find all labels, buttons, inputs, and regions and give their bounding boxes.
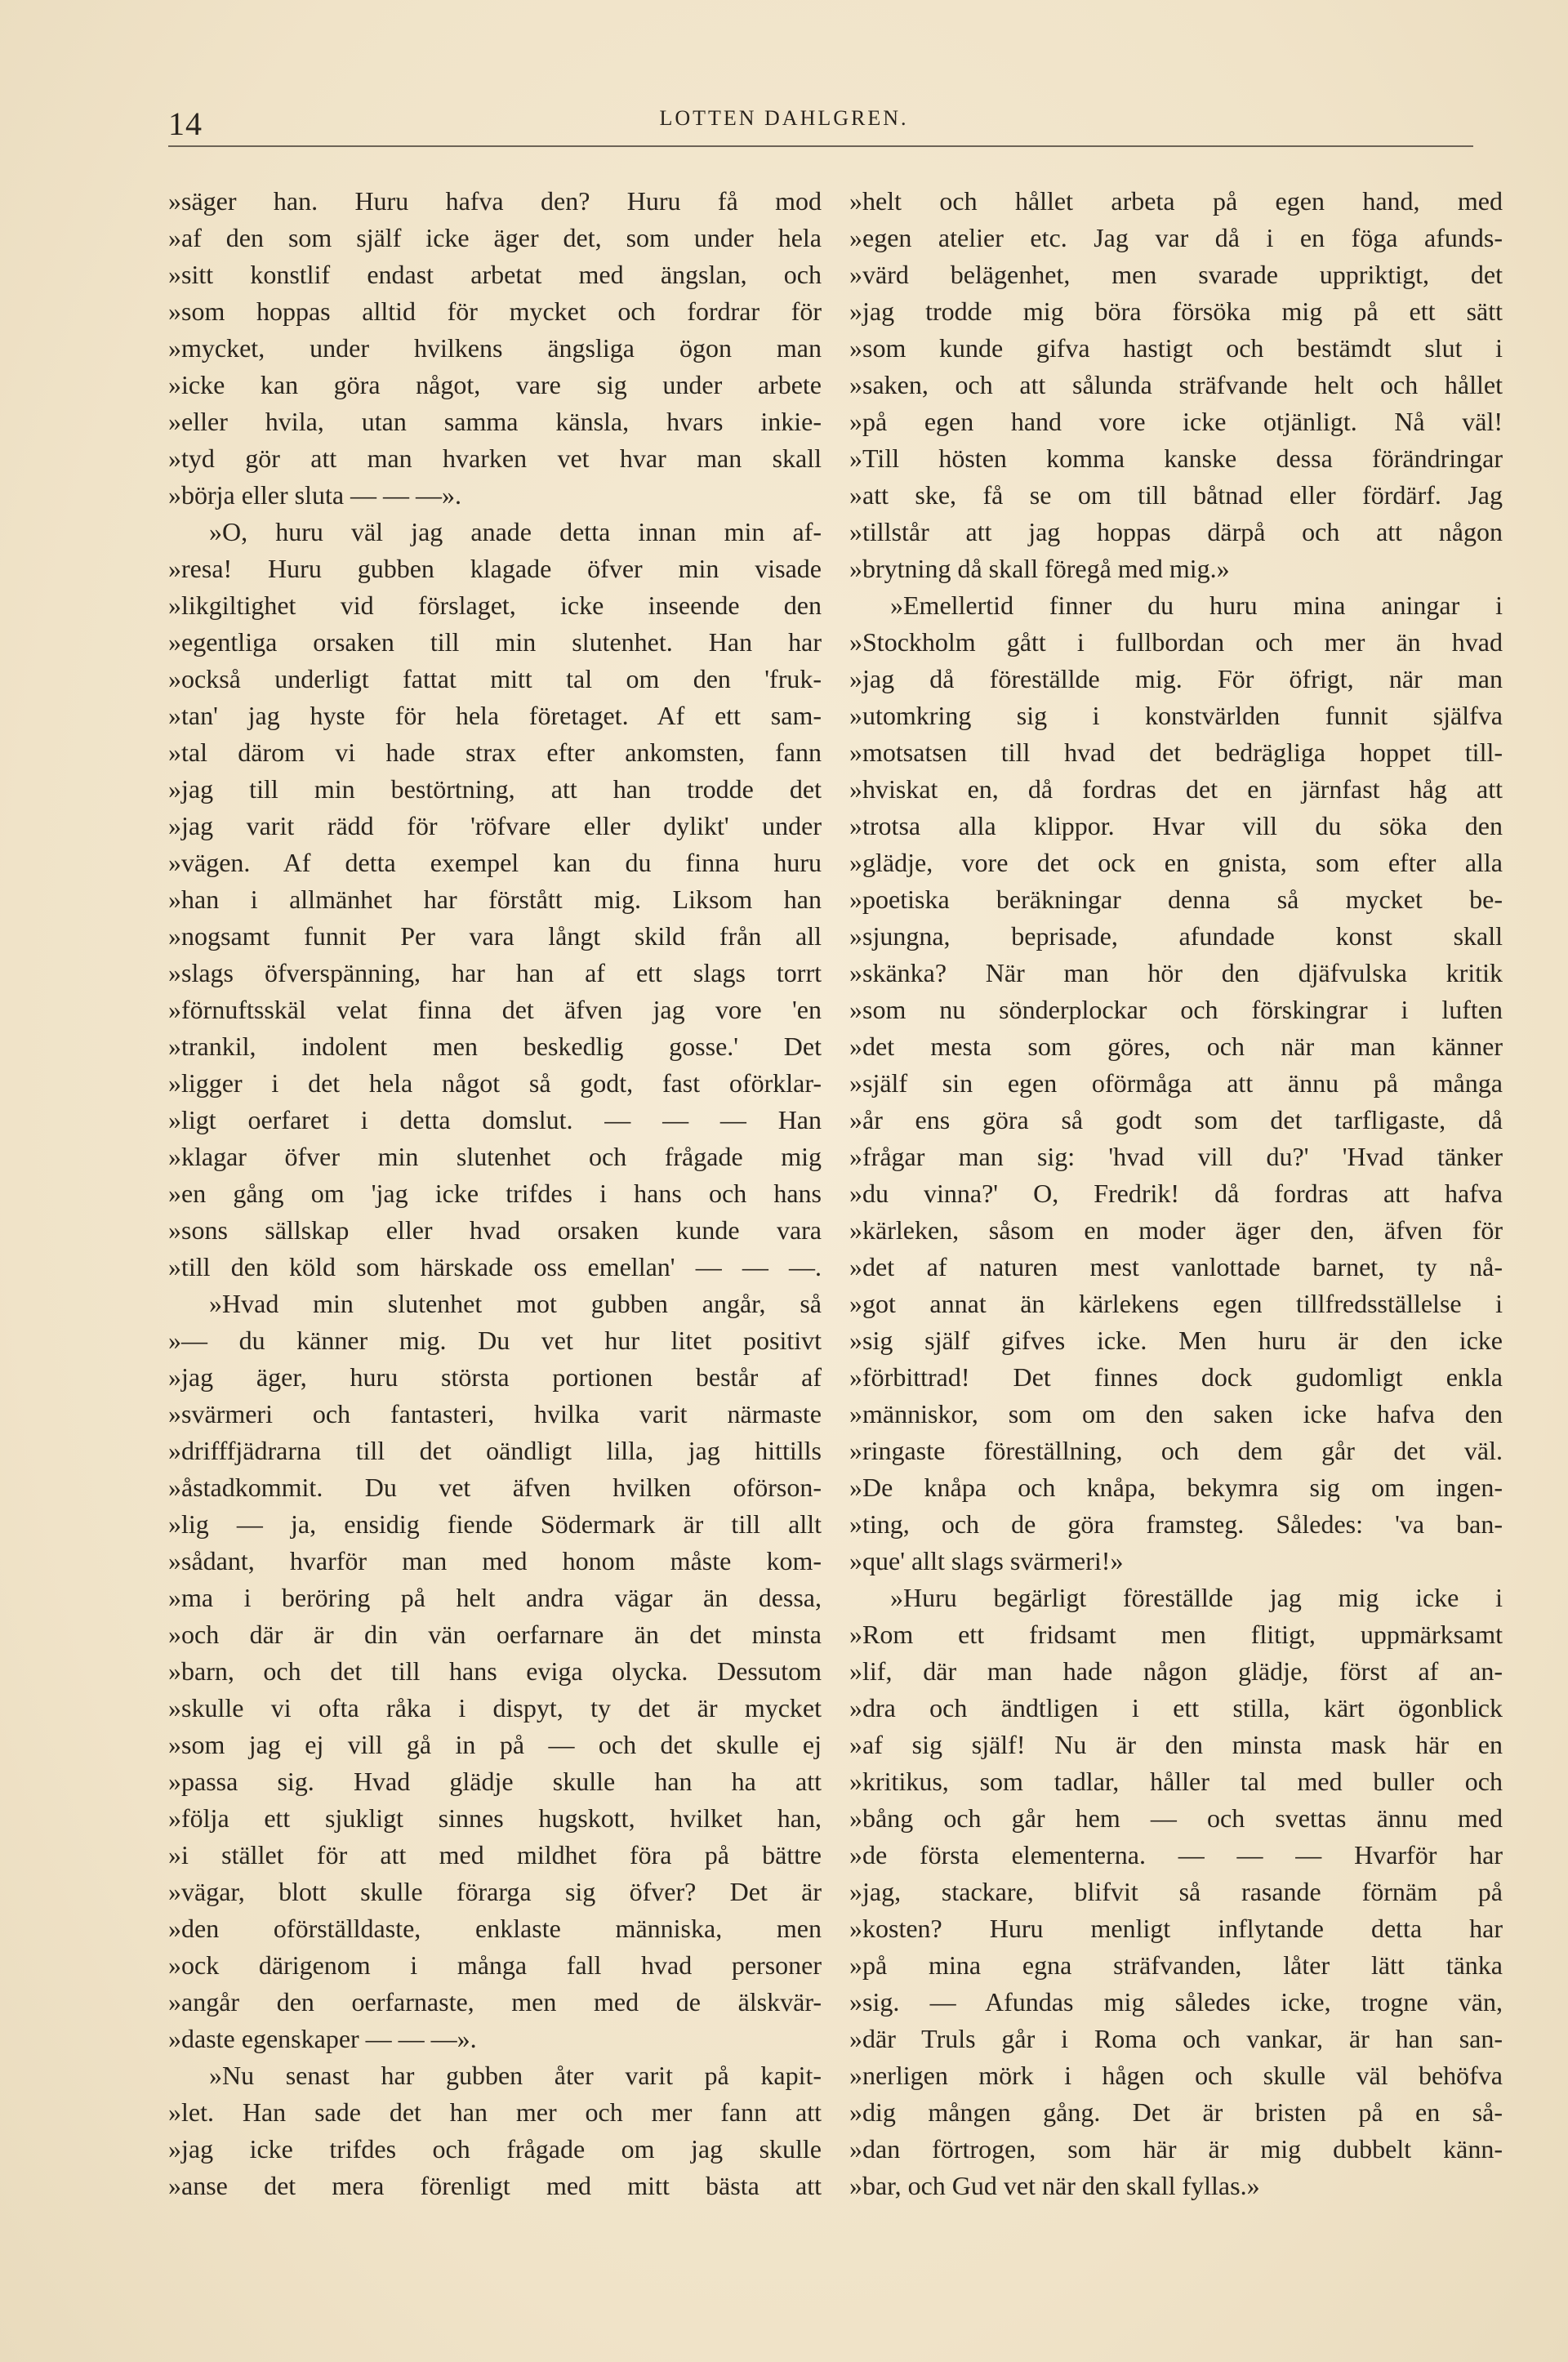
text-line: »sjungna, beprisade, afundade konst skall (849, 921, 1503, 951)
text-line: »anse det mera förenligt med mitt bästa att (168, 2171, 822, 2200)
text-line: »jag då föreställde mig. För öfrigt, när man (849, 664, 1503, 693)
text-line: »han i allmänhet har förstått mig. Liksom han (168, 885, 822, 914)
text-line: »på egen hand vore icke otjänligt. Nå väl! (849, 407, 1503, 436)
text-line: »poetiska beräkningar denna så mycket be- (849, 885, 1503, 914)
text-line: »jag äger, huru största portionen består af (168, 1362, 822, 1392)
text-line: »kosten? Huru menligt inflytande detta har (849, 1914, 1503, 1943)
text-line: »Emellertid finner du huru mina aningar i (890, 590, 1503, 620)
text-line: »passa sig. Hvad glädje skulle han ha att (168, 1767, 822, 1796)
running-title: LOTTEN DAHLGREN. (659, 106, 909, 130)
text-line: »tan' jag hyste för hela företaget. Af ett sam- (168, 701, 822, 730)
text-line: »barn, och det till hans eviga olycka. Dessutom (168, 1656, 822, 1686)
text-line: »jag, stackare, blifvit så rasande förnäm på (849, 1877, 1503, 1906)
text-line: »af sig själf! Nu är den minsta mask här en (849, 1730, 1503, 1759)
text-line: »motsatsen till hvad det bedrägliga hoppet till- (849, 738, 1503, 767)
text-line: »där Truls går i Roma och vankar, är han san- (849, 2024, 1503, 2053)
text-line: »också underligt fattat mitt tal om den 'fruk- (168, 664, 822, 693)
text-line: »i stället för att med mildhet föra på bättre (168, 1840, 822, 1870)
text-line: »förbittrad! Det finnes dock gudomligt enkla (849, 1362, 1503, 1392)
text-line: »som jag ej vill gå in på — och det skulle ej (168, 1730, 822, 1759)
text-line: »en gång om 'jag icke trifdes i hans och hans (168, 1179, 822, 1208)
text-line: »que' allt slags svärmeri!» (849, 1546, 1124, 1575)
text-line: »ligger i det hela något så godt, fast oförklar- (168, 1068, 822, 1098)
text-line: »daste egenskaper — — —». (168, 2024, 477, 2053)
text-line: »nerligen mörk i hågen och skulle väl behöfva (849, 2061, 1503, 2090)
text-line: »jag till min bestörtning, att han trodde det (168, 774, 822, 804)
text-line: »dan förtrogen, som här är mig dubbelt känn- (849, 2134, 1503, 2164)
text-line: »skulle vi ofta råka i dispyt, ty det är mycket (168, 1693, 822, 1722)
text-line: »själf sin egen oförmåga att ännu på många (849, 1068, 1503, 1098)
text-line: »resa! Huru gubben klagade öfver min visade (168, 554, 822, 583)
page-number: 14 (168, 105, 203, 142)
text-line: »kärleken, såsom en moder äger den, äfven för (849, 1215, 1503, 1245)
text-line: »frågar man sig: 'hvad vill du?' 'Hvad tänker (849, 1142, 1503, 1171)
text-line: »Till hösten komma kanske dessa förändringar (849, 443, 1503, 473)
text-line: »saken, och att sålunda sträfvande helt och hållet (849, 370, 1503, 399)
text-line: »till den köld som härskade oss emellan' — — —. (168, 1252, 822, 1281)
text-line: »Nu senast har gubben åter varit på kapit- (209, 2061, 822, 2090)
text-line: »som kunde gifva hastigt och bestämdt slut i (849, 333, 1503, 363)
text-line: »ligt oerfaret i detta domslut. — — — Han (168, 1105, 822, 1134)
text-line: »år ens göra så godt som det tarfligaste, då (849, 1105, 1503, 1134)
text-line: »drifffjädrarna till det oändligt lilla, jag hittills (168, 1436, 822, 1465)
text-line: »den oförställdaste, enklaste människa, men (168, 1914, 822, 1943)
text-line: »icke kan göra något, vare sig under arbete (168, 370, 822, 399)
text-line: »säger han. Huru hafva den? Huru få mod (168, 186, 822, 216)
text-line: »det mesta som göres, och när man känner (849, 1032, 1503, 1061)
text-line: »utomkring sig i konstvärlden funnit själfva (849, 701, 1503, 730)
text-line: »trotsa alla klippor. Hvar vill du söka den (849, 811, 1503, 840)
text-line: »lif, där man hade någon glädje, först af an- (849, 1656, 1503, 1686)
text-line: »förnuftsskäl velat finna det äfven jag vore 'en (168, 995, 822, 1024)
text-line: »det af naturen mest vanlottade barnet, ty nå- (849, 1252, 1503, 1281)
left-text-column (168, 183, 822, 2204)
text-line: »eller hvila, utan samma känsla, hvars inkie- (168, 407, 822, 436)
text-line: »likgiltighet vid förslaget, icke inseende den (168, 590, 822, 620)
text-line: »sig. — Afundas mig således icke, trogne vän, (849, 1987, 1503, 2017)
text-line: »De knåpa och knåpa, bekymra sig om ingen- (849, 1473, 1503, 1502)
text-line: »dig mången gång. Det är bristen på en så- (849, 2097, 1503, 2127)
text-line: »let. Han sade det han mer och mer fann att (168, 2097, 822, 2127)
text-line: »tyd gör att man hvarken vet hvar man skall (168, 443, 822, 473)
text-line: »O, huru väl jag anade detta innan min af- (209, 517, 822, 546)
text-line: »slags öfverspänning, har han af ett slags torrt (168, 958, 822, 987)
text-line: »Stockholm gått i fullbordan och mer än hvad (849, 627, 1503, 657)
text-line: »egentliga orsaken till min slutenhet. Han har (168, 627, 822, 657)
text-line: »sig själf gifves icke. Men huru är den icke (849, 1326, 1503, 1355)
text-line: »tillstår att jag hoppas därpå och att någon (849, 517, 1503, 546)
text-line: »människor, som om den saken icke hafva den (849, 1399, 1503, 1428)
text-line: »lig — ja, ensidig fiende Södermark är till allt (168, 1509, 822, 1539)
text-line: »— du känner mig. Du vet hur litet positivt (168, 1326, 822, 1355)
text-line: »skänka? När man hör den djäfvulska kritik (849, 958, 1503, 987)
text-line: »Huru begärligt föreställde jag mig icke i (890, 1583, 1503, 1612)
text-line: »ringaste föreställning, och dem går det väl. (849, 1436, 1503, 1465)
text-line: »mycket, under hvilkens ängsliga ögon man (168, 333, 822, 363)
text-line: »vägen. Af detta exempel kan du finna huru (168, 848, 822, 877)
text-line: »jag trodde mig böra försöka mig på ett sätt (849, 296, 1503, 326)
header-rule (168, 145, 1473, 147)
text-line: »åstadkommit. Du vet äfven hvilken oförson- (168, 1473, 822, 1502)
text-line: »följa ett sjukligt sinnes hugskott, hvilket han, (168, 1803, 822, 1833)
text-line: »got annat än kärlekens egen tillfredsställelse i (849, 1289, 1503, 1318)
text-line: »helt och hållet arbeta på egen hand, med (849, 186, 1503, 216)
text-line: »och där är din vän oerfarnare än det minsta (168, 1620, 822, 1649)
text-line: »angår den oerfarnaste, men med de älskvär- (168, 1987, 822, 2017)
text-line: »som nu sönderplockar och förskingrar i luften (849, 995, 1503, 1024)
text-line: »sons sällskap eller hvad orsaken kunde vara (168, 1215, 822, 1245)
text-line: »på mina egna sträfvanden, låter lätt tänka (849, 1950, 1503, 1980)
text-line: »Hvad min slutenhet mot gubben angår, så (209, 1289, 822, 1318)
text-line: »tal därom vi hade strax efter ankomsten, fann (168, 738, 822, 767)
text-line: »nogsamt funnit Per vara långt skild från all (168, 921, 822, 951)
text-line: »glädje, vore det ock en gnista, som efter alla (849, 848, 1503, 877)
text-line: »sitt konstlif endast arbetat med ängslan, och (168, 260, 822, 289)
text-line: »jag varit rädd för 'röfvare eller dylikt' under (168, 811, 822, 840)
text-line: »bång och går hem — och svettas ännu med (849, 1803, 1503, 1833)
text-line: »du vinna?' O, Fredrik! då fordras att hafva (849, 1179, 1503, 1208)
text-line: »de första elementerna. — — — Hvarför har (849, 1840, 1503, 1870)
text-line: »vägar, blott skulle förarga sig öfver? Det är (168, 1877, 822, 1906)
text-line: »kritikus, som tadlar, håller tal med buller och (849, 1767, 1503, 1796)
text-line: »af den som själf icke äger det, som under hela (168, 223, 822, 252)
text-line: »värd belägenhet, men svarade uppriktigt, det (849, 260, 1503, 289)
text-line: »ma i beröring på helt andra vägar än dessa, (168, 1583, 822, 1612)
text-line: »sådant, hvarför man med honom måste kom- (168, 1546, 822, 1575)
right-text-column (849, 183, 1503, 2204)
text-line: »Rom ett fridsamt men flitigt, uppmärksamt (849, 1620, 1503, 1649)
text-line: »börja eller sluta — — —». (168, 480, 462, 510)
text-line: »brytning då skall föregå med mig.» (849, 554, 1230, 583)
text-line: »ock därigenom i många fall hvad personer (168, 1950, 822, 1980)
text-line: »egen atelier etc. Jag var då i en föga afunds- (849, 223, 1503, 252)
text-line: »svärmeri och fantasteri, hvilka varit närmaste (168, 1399, 822, 1428)
text-line: »ting, och de göra framsteg. Således: 'va ban- (849, 1509, 1503, 1539)
text-line: »att ske, få se om till båtnad eller fördärf. Jag (849, 480, 1503, 510)
text-line: »hviskat en, då fordras det en järnfast håg att (849, 774, 1503, 804)
text-line: »bar, och Gud vet när den skall fyllas.» (849, 2171, 1260, 2200)
text-line: »klagar öfver min slutenhet och frågade mig (168, 1142, 822, 1171)
text-line: »som hoppas alltid för mycket och fordrar för (168, 296, 822, 326)
text-line: »jag icke trifdes och frågade om jag skulle (168, 2134, 822, 2164)
text-line: »trankil, indolent men beskedlig gosse.' Det (168, 1032, 822, 1061)
text-line: »dra och ändtligen i ett stilla, kärt ögonblick (849, 1693, 1503, 1722)
